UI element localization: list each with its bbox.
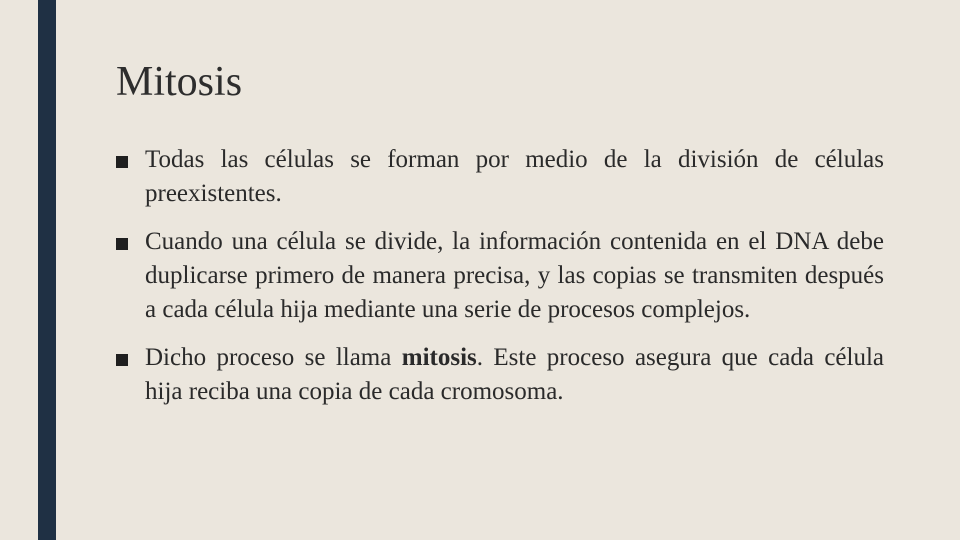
square-bullet-icon [116,156,128,168]
bullet-text-3-after: . Este proceso asegura que cada célula hija reciba una copia de cada cromosoma. [145,344,885,405]
bullet-item-1 [116,143,884,211]
bullet-list [116,143,884,423]
bullet-item-2 [116,225,884,327]
slide-title: Mitosis [116,59,243,105]
square-bullet-icon [116,354,128,366]
square-bullet-icon [116,238,128,250]
bullet-item-3 [116,341,884,409]
accent-bar [38,0,56,540]
mitosis-term: mitosis [401,344,477,371]
bullet-text-2: Cuando una célula se divide, la información contenida en el DNA debe duplicarse primero de manera precisa, y las copias se transmiten después a cada célula hija mediante una serie de procesos complejos. [145,228,884,323]
bullet-text-3-before: Dicho proceso se llama [145,344,402,371]
bullet-text-1: Todas las células se forman por medio de la división de células preexistentes. [145,146,884,207]
